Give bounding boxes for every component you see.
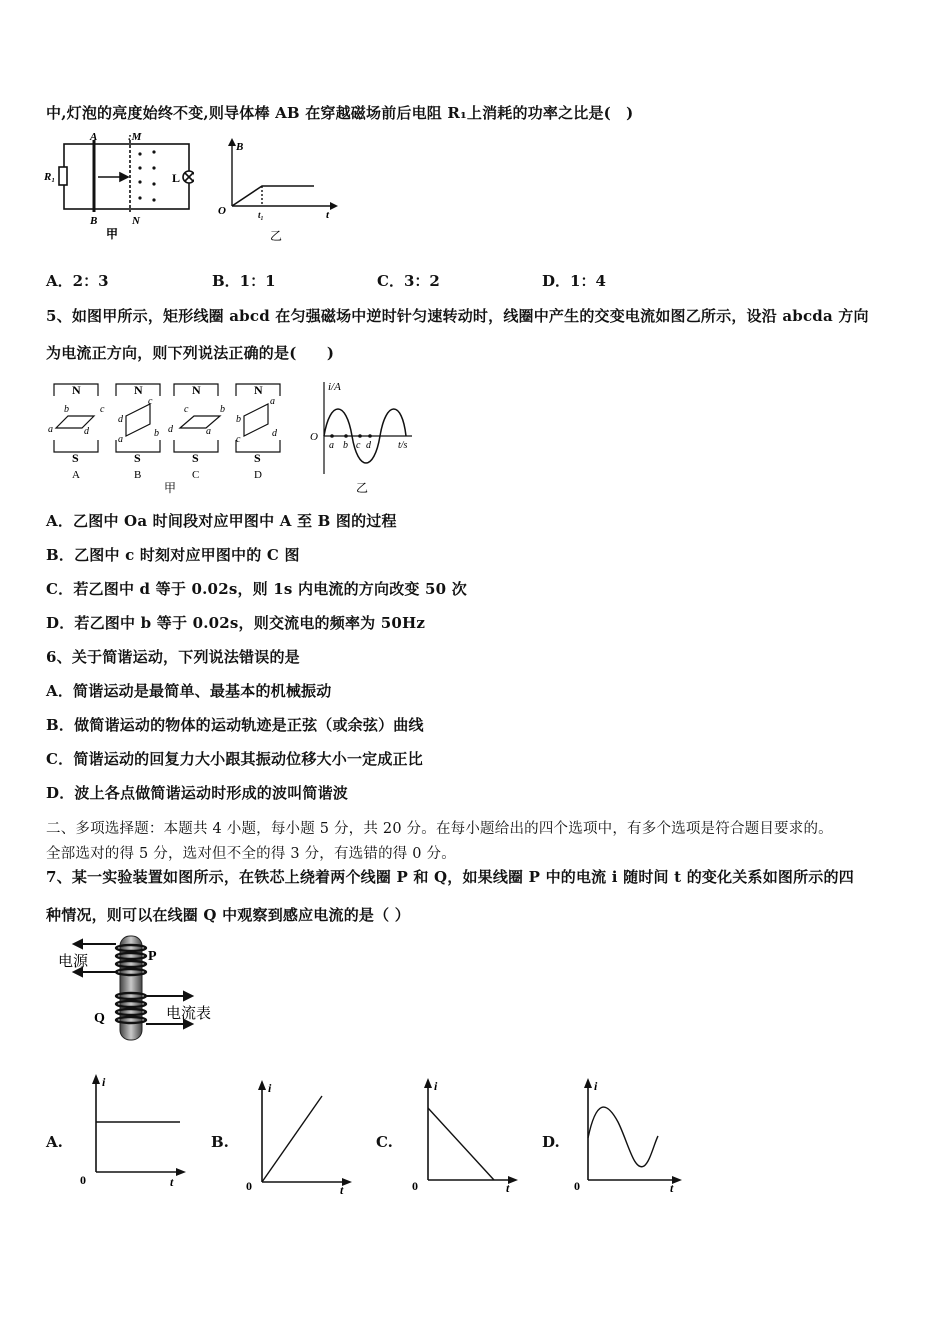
q5-figure-yi <box>306 378 422 498</box>
q5-figure-jia <box>44 376 294 496</box>
q5-option-d[interactable]: D．若乙图中 b 等于 0.02s，则交流电的频率为 50Hz <box>46 614 426 632</box>
graph-c-curve <box>428 1108 494 1180</box>
pole-S-B: S <box>134 451 141 465</box>
q7-graph-c[interactable] <box>408 1076 524 1196</box>
graph-d-curve <box>588 1107 658 1167</box>
tick-b: b <box>343 440 348 451</box>
pt-a-D: a <box>270 396 275 407</box>
label-B: B <box>90 215 98 227</box>
graph-c-axis-i: i <box>434 1079 438 1093</box>
pole-N-D: N <box>254 383 263 397</box>
pole-S-C: S <box>192 451 199 465</box>
q6-option-a[interactable]: A．简谐运动是最简单、最基本的机械振动 <box>46 682 332 700</box>
q6-option-b[interactable]: B．做简谐运动的物体的运动轨迹是正弦（或余弦）曲线 <box>46 716 424 734</box>
q7-option-c-label[interactable]: C. <box>376 1133 393 1151</box>
panel-label-B: B <box>134 469 142 481</box>
pt-c-D: c <box>236 434 241 445</box>
q7-option-b-label[interactable]: B. <box>211 1133 229 1151</box>
tick-t1: t₁ <box>258 210 264 220</box>
label-N: N <box>132 215 140 227</box>
graph-a-origin: 0 <box>80 1173 86 1187</box>
graph-a-axis-i: i <box>102 1075 106 1089</box>
graph-c-origin: 0 <box>412 1179 418 1193</box>
panel-label-C: C <box>192 469 200 481</box>
caption-yi-q5: 乙 <box>356 481 369 495</box>
pt-c-B: c <box>148 396 153 407</box>
q7-apparatus-figure <box>54 934 234 1046</box>
q4-option-b[interactable]: B．1：1 <box>212 272 276 290</box>
graph-b-curve <box>262 1096 322 1182</box>
label-A: A <box>90 132 98 143</box>
q7-graph-b[interactable] <box>242 1078 358 1198</box>
axis-iA: i/A <box>328 381 341 393</box>
label-ammeter: 电流表 <box>166 1006 212 1022</box>
pole-N-A: N <box>72 383 81 397</box>
graph-d-origin: 0 <box>574 1179 580 1193</box>
coil-label-P: P <box>148 949 157 964</box>
q5-stem-line1: 5、如图甲所示，矩形线圈 abcd 在匀强磁场中逆时针匀速转动时，线圈中产生的交变电流如图乙所示，设沿 abcda 方向 <box>46 307 869 325</box>
caption-jia: 甲 <box>106 227 119 241</box>
pole-S-D: S <box>254 451 261 465</box>
pt-a-C: a <box>206 426 211 437</box>
label-R1: R₁ <box>44 171 56 183</box>
pole-S-A: S <box>72 451 79 465</box>
q4-figure-jia <box>44 132 194 242</box>
q5-option-a[interactable]: A．乙图中 Oa 时间段对应甲图中 A 至 B 图的过程 <box>46 512 397 530</box>
label-M: :M <box>128 132 142 143</box>
label-L: L <box>172 171 181 185</box>
pole-N-C: N <box>192 383 201 397</box>
panel-label-A: A <box>72 469 80 481</box>
q7-option-a-label[interactable]: A. <box>46 1133 63 1151</box>
q7-stem-line1: 7、某一实验装置如图所示，在铁芯上绕着两个线圈 P 和 Q，如果线圈 P 中的电流 i 随时间 t 的变化关系如图所示的四 <box>46 868 854 886</box>
panel-label-D: D <box>254 469 262 481</box>
q5-option-b[interactable]: B．乙图中 c 时刻对应甲图中的 C 图 <box>46 546 300 564</box>
q5-option-c[interactable]: C．若乙图中 d 等于 0.02s，则 1s 内电流的方向改变 50 次 <box>46 580 467 598</box>
q4-stem: 中,灯泡的亮度始终不变,则导体棒 AB 在穿越磁场前后电阻 R₁上消耗的功率之比是( ) <box>46 104 634 122</box>
q7-graph-d[interactable] <box>572 1076 688 1196</box>
q6-option-c[interactable]: C．简谐运动的回复力大小跟其振动位移大小一定成正比 <box>46 750 423 768</box>
axis-B: B <box>236 141 244 153</box>
tick-d: d <box>366 440 371 451</box>
q4-option-c[interactable]: C．3：2 <box>377 272 440 290</box>
pt-b-B: b <box>154 428 159 439</box>
tick-a: a <box>329 440 334 451</box>
q5-stem-line2: 为电流正方向，则下列说法正确的是( ) <box>46 344 335 362</box>
graph-d-axis-t: t <box>670 1181 674 1195</box>
pt-b-A: b <box>64 404 69 415</box>
pt-d-A: d <box>84 426 89 437</box>
pt-b-D: b <box>236 414 241 425</box>
graph-a-axis-t: t <box>170 1175 174 1189</box>
graph-b-axis-t: t <box>340 1183 344 1197</box>
axis-ts: t/s <box>398 440 408 451</box>
pt-c-A: c <box>100 404 105 415</box>
pt-d-D: d <box>272 428 277 439</box>
q7-stem-line2: 种情况，则可以在线圈 Q 中观察到感应电流的是（ ） <box>46 906 410 924</box>
pt-a-A: a <box>48 424 53 435</box>
q6-stem: 6、关于简谐运动，下列说法错误的是 <box>46 648 300 666</box>
axis-t: t <box>326 209 330 221</box>
pt-d-C: d <box>168 424 173 435</box>
pt-b-C: b <box>220 404 225 415</box>
origin-O-q5: O <box>310 431 318 443</box>
pt-d-B: d <box>118 414 123 425</box>
q4-option-d[interactable]: D．1：4 <box>542 272 606 290</box>
pole-N-B: N <box>134 383 143 397</box>
q6-option-d[interactable]: D．波上各点做简谐运动时形成的波叫简谐波 <box>46 784 349 802</box>
caption-jia-q5: 甲 <box>164 481 177 495</box>
graph-d-axis-i: i <box>594 1079 598 1093</box>
label-power-source: 电源 <box>58 954 89 970</box>
tick-c: c <box>356 440 361 451</box>
q7-option-d-label[interactable]: D. <box>542 1133 560 1151</box>
caption-yi: 乙 <box>270 229 283 243</box>
graph-b-axis-i: i <box>268 1081 272 1095</box>
q7-graph-a[interactable] <box>76 1072 192 1192</box>
coil-label-Q: Q <box>94 1011 105 1026</box>
q4-option-a[interactable]: A．2：3 <box>46 272 109 290</box>
graph-b-origin: 0 <box>246 1179 252 1193</box>
q4-figure-yi <box>214 136 344 244</box>
pt-a-B: a <box>118 434 123 445</box>
section2-line1: 二、多项选择题：本题共 4 小题，每小题 5 分，共 20 分。在每小题给出的四个选项中，有多个选项是符合题目要求的。 <box>46 821 833 837</box>
graph-c-axis-t: t <box>506 1181 510 1195</box>
origin-O: O <box>218 205 226 217</box>
pt-c-C: c <box>184 404 189 415</box>
section2-line2: 全部选对的得 5 分，选对但不全的得 3 分，有选错的得 0 分。 <box>46 846 456 862</box>
